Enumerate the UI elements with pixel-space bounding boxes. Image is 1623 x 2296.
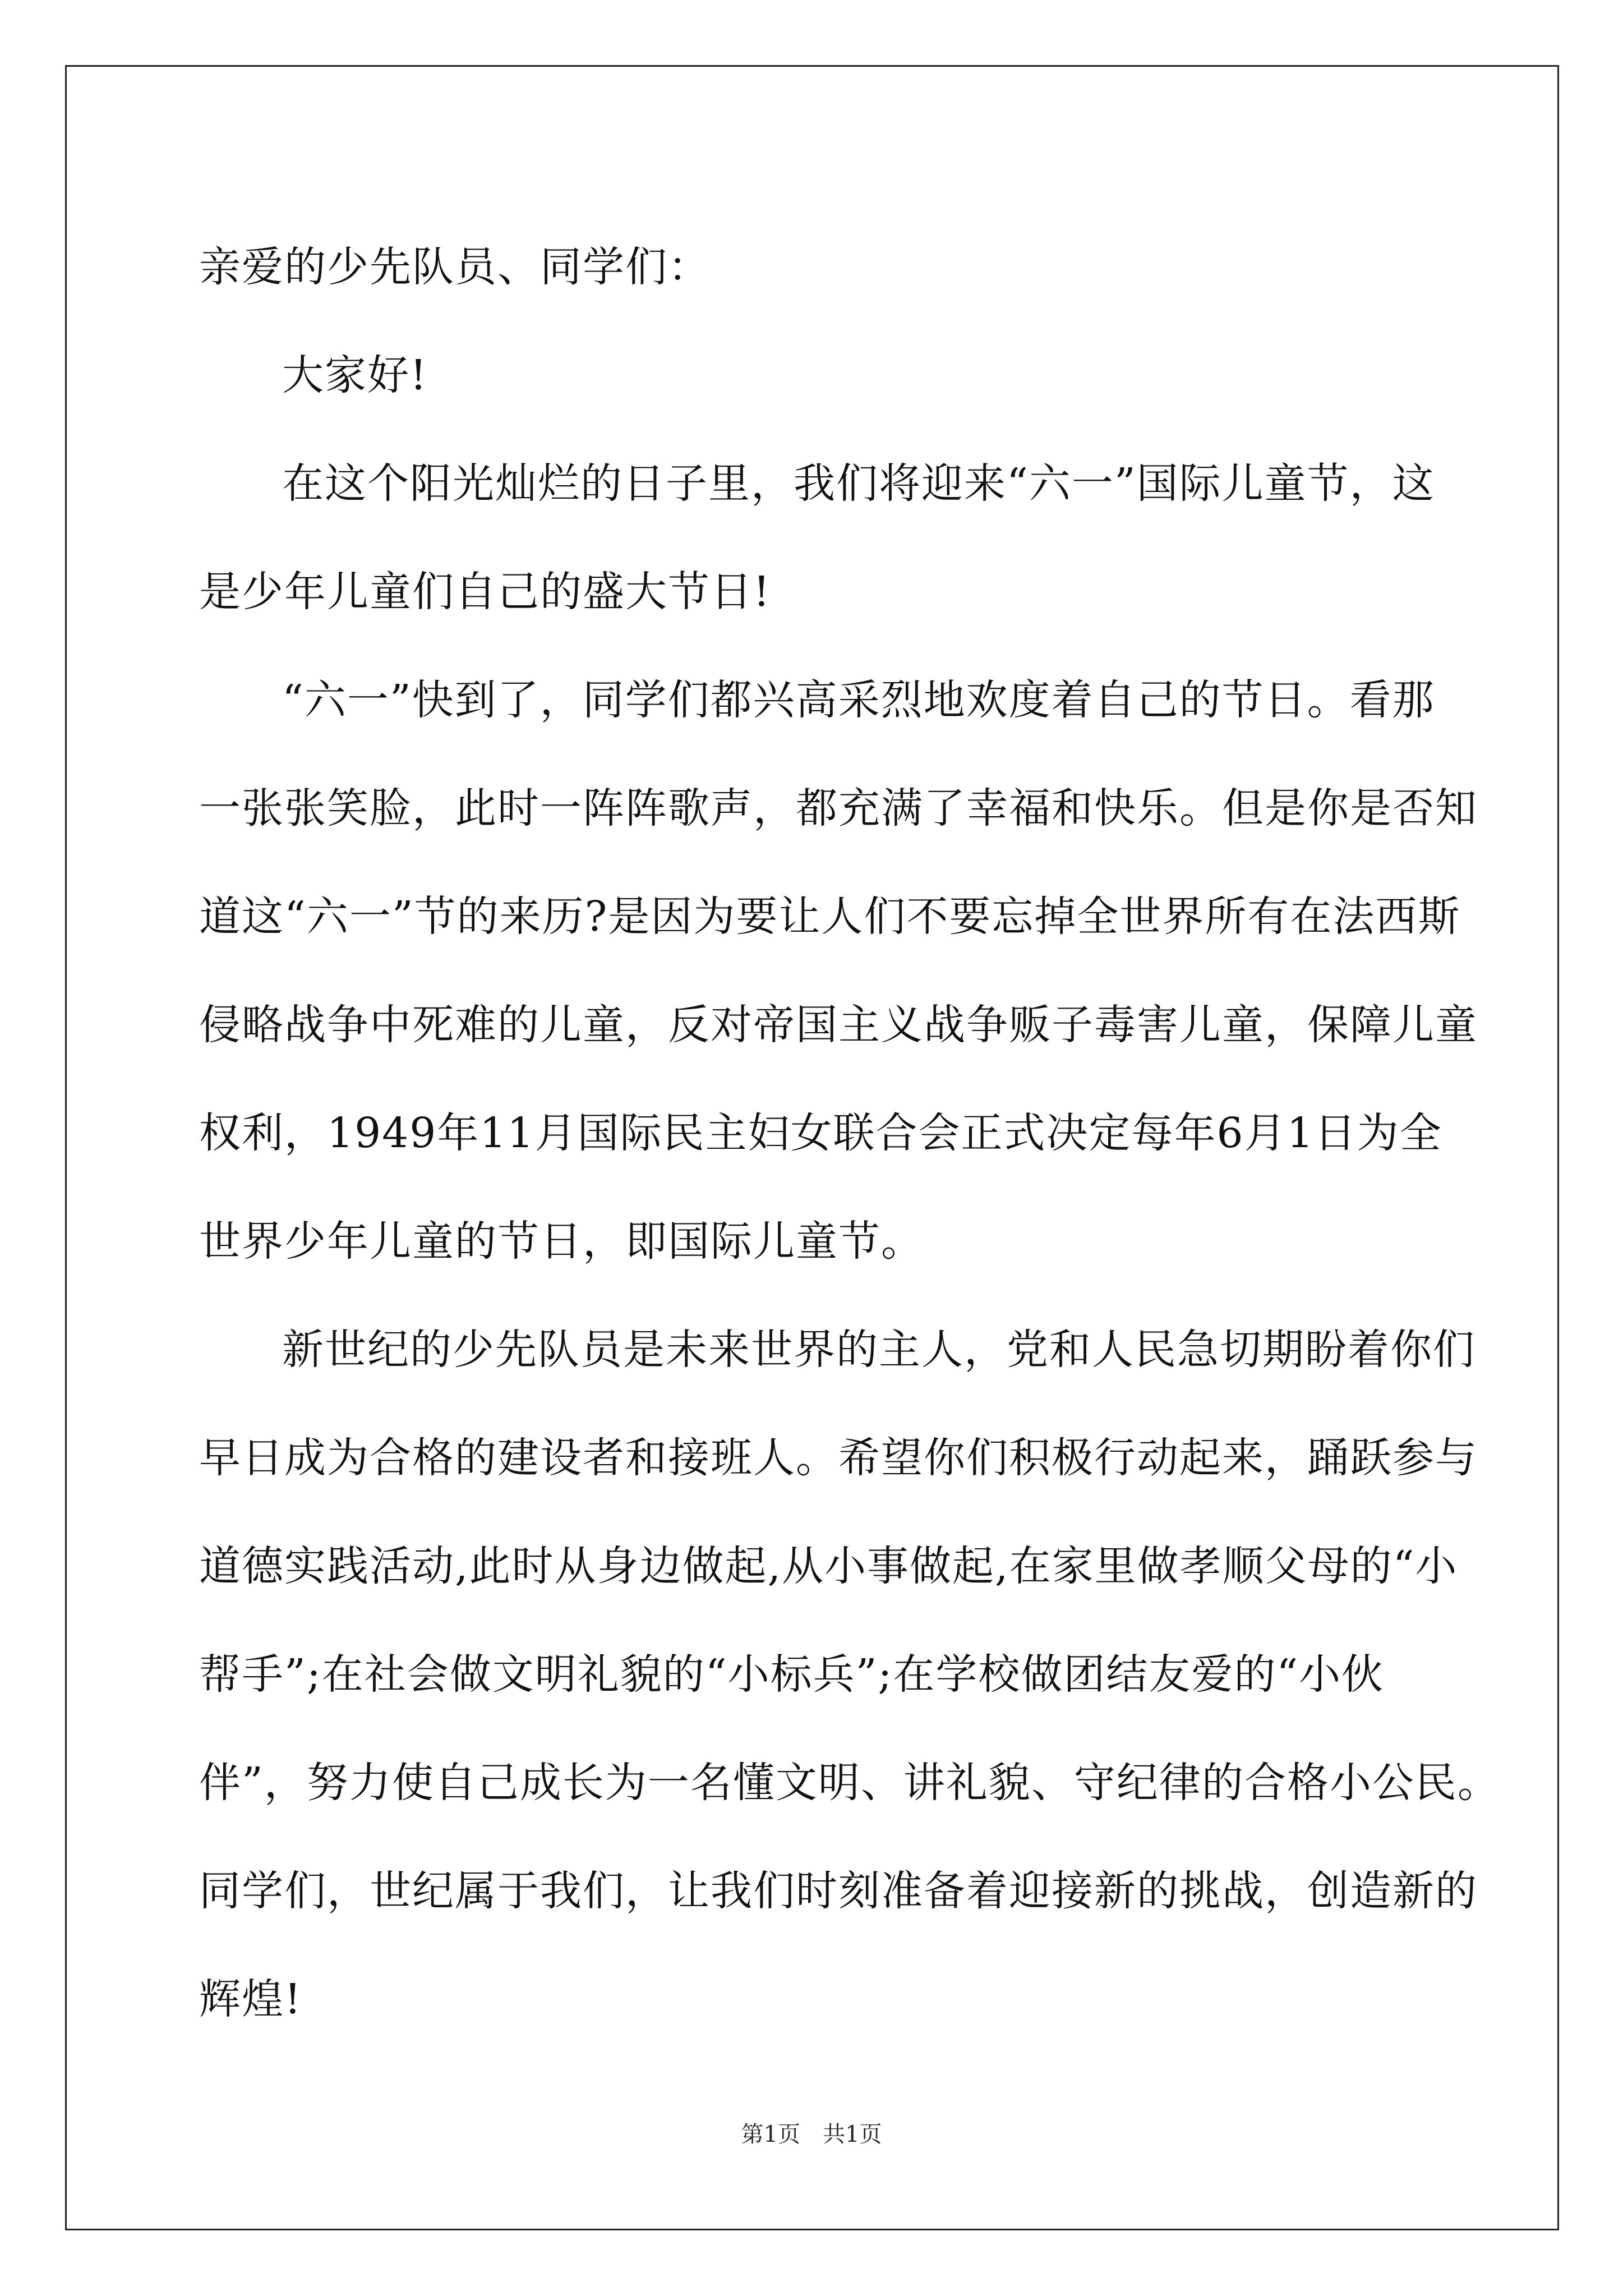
paragraph-1-line-2: 是少年儿童们自己的盛大节日! bbox=[199, 568, 771, 616]
paragraph-1-line-1: 在这个阳光灿烂的日子里，我们将迎来“六一”国际儿童节，这 bbox=[282, 459, 1435, 508]
paragraph-2-line-4: 侵略战争中死难的儿童，反对帝国主义战争贩子毒害儿童，保障儿童 bbox=[199, 1001, 1478, 1049]
paragraph-3-line-2: 早日成为合格的建设者和接班人。希望你们积极行动起来，踊跃参与 bbox=[199, 1434, 1478, 1482]
paragraph-2-line-1: “六一”快到了，同学们都兴高采烈地欢度着自己的节日。看那 bbox=[282, 676, 1435, 724]
paragraph-2-line-5: 权利，1949年11月国际民主妇女联合会正式决定每年6月1日为全 bbox=[199, 1109, 1442, 1157]
page-number-footer: 第1页 共1页 bbox=[741, 2122, 882, 2147]
paragraph-2-line-3: 道这“六一”节的来历?是因为要让人们不要忘掉全世界所有在法西斯 bbox=[199, 892, 1461, 941]
paragraph-2-line-6: 世界少年儿童的节日，即国际儿童节。 bbox=[199, 1217, 924, 1266]
greeting-line: 大家好! bbox=[282, 351, 428, 399]
paragraph-2-line-2: 一张张笑脸，此时一阵阵歌声，都充满了幸福和快乐。但是你是否知 bbox=[199, 784, 1478, 832]
paragraph-3-line-5: 伴”，努力使自己成长为一名懂文明、讲礼貌、守纪律的合格小公民。 bbox=[199, 1759, 1500, 1807]
salutation-line: 亲爱的少先队员、同学们： bbox=[199, 243, 711, 291]
paragraph-3-line-7: 辉煌! bbox=[199, 1975, 302, 2023]
paragraph-3-line-1: 新世纪的少先队员是未来世界的主人，党和人民急切期盼着你们 bbox=[282, 1326, 1476, 1374]
document-body bbox=[199, 213, 1500, 2054]
paragraph-3-line-4: 帮手”;在社会做文明礼貌的“小标兵”;在学校做团结友爱的“小伙 bbox=[199, 1650, 1385, 1699]
paragraph-3-line-3: 道德实践活动,此时从身边做起,从小事做起,在家里做孝顺父母的“小 bbox=[199, 1542, 1458, 1590]
paragraph-3-line-6: 同学们，世纪属于我们，让我们时刻准备着迎接新的挑战，创造新的 bbox=[199, 1867, 1478, 1915]
